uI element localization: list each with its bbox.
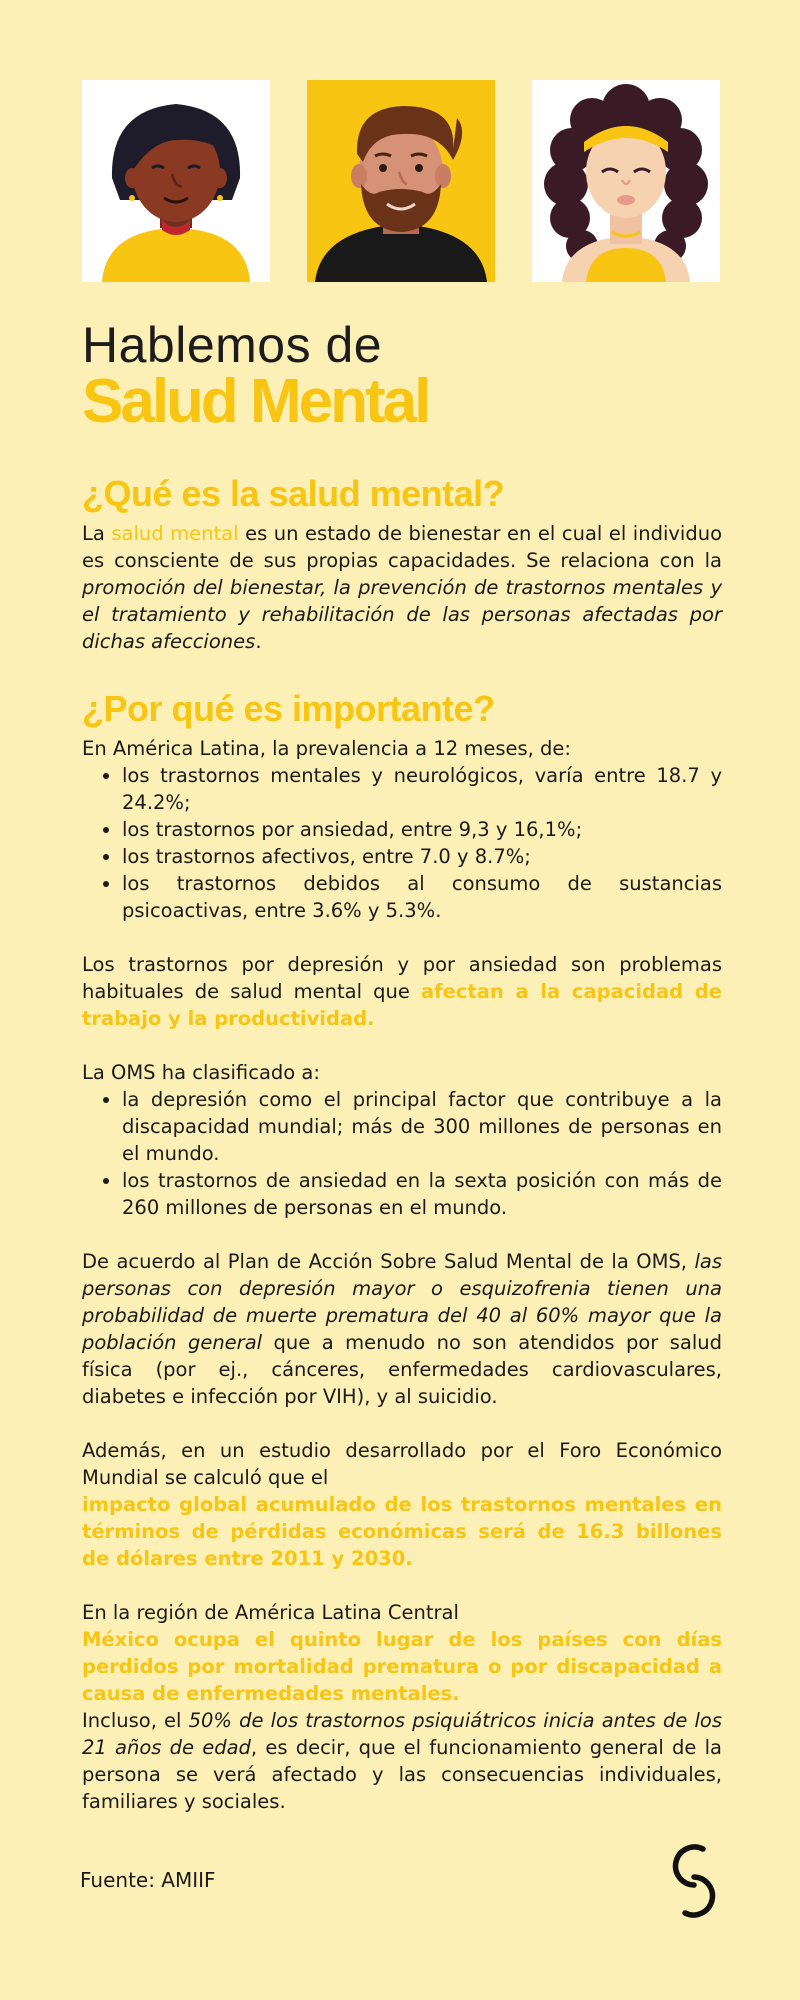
title-line-1: Hablemos de bbox=[82, 317, 383, 373]
list-item: • la depresión como el principal factor que contribuye a la discapacidad mundial; más de 300 millones de personas en el mundo. bbox=[122, 1086, 722, 1167]
action-plan-paragraph: De acuerdo al Plan de Acción Sobre Salud Mental de la OMS, las personas con depresión mayor o esquizofrenia tienen una probabilidad de muerte prematura del 40 al 60% mayor que la población general que a menudo no son atendidos por salud física (por ej., cánceres, enfermedades cardiovasculares, diabetes e infección por VIH), y al suicidio. bbox=[82, 1250, 722, 1408]
list-item: • los trastornos por ansiedad, entre 9,3 y 16,1%; bbox=[122, 816, 722, 843]
section-title-what-is: ¿Qué es la salud mental? bbox=[82, 473, 505, 514]
woman-curly-hair-avatar bbox=[532, 80, 720, 282]
oms-intro: La OMS ha clasificado a: bbox=[82, 1061, 320, 1084]
list-item: • los trastornos mentales y neurológicos, varía entre 18.7 y 24.2%; bbox=[122, 762, 722, 816]
source-citation: Fuente: AMIIF bbox=[80, 1868, 216, 1892]
definition-paragraph: La salud mental es un estado de bienestar en el cual el individuo es consciente de sus propias capacidades. Se relaciona con la promoción del bienestar, la prevención de trastornos mentales y el tratamiento y rehabilitación de las personas afectadas por dichas afecciones. bbox=[82, 522, 723, 653]
brand-s-logo-icon bbox=[665, 1843, 723, 1919]
salud-mental-term: salud mental bbox=[111, 522, 239, 545]
list-item: • los trastornos de ansiedad en la sexta posición con más de 260 millones de personas en el mundo. bbox=[122, 1167, 722, 1221]
oms-list bbox=[82, 1086, 722, 1221]
title-line-2: Salud Mental bbox=[82, 367, 429, 436]
region-intro: En la región de América Latina Central bbox=[82, 1601, 459, 1624]
woman-dark-hair-avatar bbox=[82, 80, 270, 282]
prevalence-intro: En América Latina, la prevalencia a 12 meses, de: bbox=[82, 737, 571, 760]
economic-impact-highlight: impacto global acumulado de los trastornos mentales en términos de pérdidas económicas será de 16.3 billones de dólares entre 2011 y 2030. bbox=[82, 1493, 722, 1570]
list-item: • los trastornos afectivos, entre 7.0 y 8.7%; bbox=[122, 843, 722, 870]
list-item: • los trastornos debidos al consumo de sustancias psicoactivas, entre 3.6% y 5.3%. bbox=[122, 870, 722, 924]
mexico-highlight: México ocupa el quinto lugar de los países con días perdidos por mortalidad prematura o por discapacidad a causa de enfermedades mentales. bbox=[82, 1628, 722, 1705]
section-title-why-important: ¿Por qué es importante? bbox=[82, 688, 495, 729]
prevalence-list bbox=[82, 762, 722, 924]
productivity-paragraph: Los trastornos por depresión y por ansiedad son problemas habituales de salud mental que afectan a la capacidad de trabajo y la productividad. bbox=[82, 953, 722, 1030]
economic-forum-paragraph: Además, en un estudio desarrollado por el Foro Económico Mundial se calculó que el bbox=[82, 1439, 722, 1489]
man-beard-avatar bbox=[307, 80, 495, 282]
productivity-highlight: afectan a la capacidad de trabajo y la productividad. bbox=[82, 980, 722, 1030]
avatar-row bbox=[82, 80, 722, 282]
article-body bbox=[82, 472, 722, 1815]
psychiatric-onset-paragraph: Incluso, el 50% de los trastornos psiquiátricos inicia antes de los 21 años de edad, es decir, que el funcionamiento general de la persona se verá afectado y las consecuencias individuales, familiares y sociales. bbox=[82, 1709, 722, 1813]
